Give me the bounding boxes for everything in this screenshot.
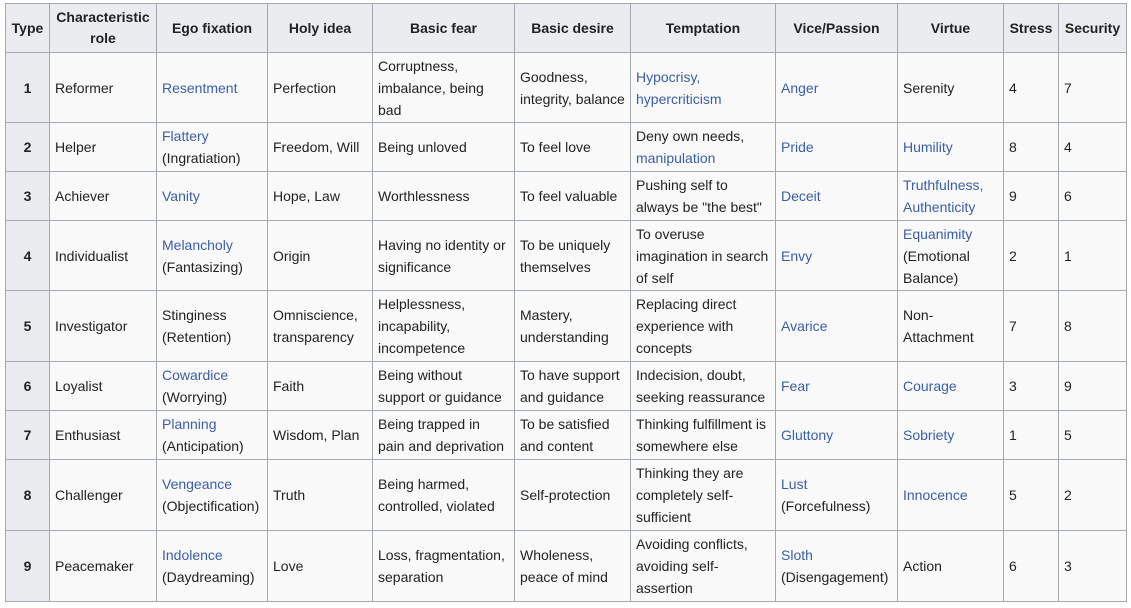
ego-fixation-cell-text: (Objectification) [162,498,260,514]
basic-desire-cell: To feel valuable [515,172,631,221]
stress-cell: 4 [1004,53,1059,123]
temptation-cell-text: Replacing direct experience with concepts [636,296,737,356]
temptation-cell [631,411,776,460]
ego-fixation-cell-text: Stinginess [162,307,227,323]
type-cell: 3 [6,172,50,221]
virtue-cell [898,460,1004,531]
temptation-cell-text: Deny own needs, [636,128,745,144]
vice-cell [776,172,898,221]
header-security: Security [1059,4,1127,53]
stress-cell: 8 [1004,123,1059,172]
vice-cell-link[interactable]: Lust [781,476,808,492]
vice-cell-link[interactable]: Avarice [781,318,828,334]
ego-fixation-cell [157,221,268,291]
basic-fear-cell: Loss, fragmentation, separation [373,531,515,602]
virtue-cell-text: Non-Attachment [903,307,974,345]
temptation-cell [631,362,776,411]
temptation-cell-text: Avoiding conflicts, avoiding self-assertion [636,536,748,596]
vice-cell-link[interactable]: Deceit [781,188,821,204]
holy-idea-cell: Freedom, Will [268,123,373,172]
temptation-cell-link[interactable]: Hypocrisy, hypercriticism [636,68,722,107]
table-row [6,53,1127,123]
virtue-cell [898,291,1004,362]
virtue-cell [898,531,1004,602]
ego-fixation-cell [157,172,268,221]
table-row [6,221,1127,291]
basic-fear-cell: Corruptness, imbalance, being bad [373,53,515,123]
ego-fixation-cell-link[interactable]: Flattery [162,128,209,144]
header-type: Type [6,4,50,53]
header-row [6,4,1127,53]
virtue-cell [898,362,1004,411]
temptation-cell [631,221,776,291]
table-row [6,172,1127,221]
header-holy: Holy idea [268,4,373,53]
table-row [6,291,1127,362]
holy-idea-cell: Truth [268,460,373,531]
role-cell: Investigator [50,291,157,362]
basic-desire-cell: Mastery, understanding [515,291,631,362]
header-temptation: Temptation [631,4,776,53]
ego-fixation-cell-text: (Anticipation) [162,438,244,454]
enneagram-table [5,3,1127,602]
vice-cell-text: (Forcefulness) [781,498,871,514]
stress-cell: 2 [1004,221,1059,291]
role-cell: Individualist [50,221,157,291]
table-body [6,53,1127,602]
holy-idea-cell: Origin [268,221,373,291]
security-cell: 1 [1059,221,1127,291]
stress-cell: 9 [1004,172,1059,221]
basic-desire-cell: To feel love [515,123,631,172]
ego-fixation-cell [157,362,268,411]
vice-cell-text: (Disengagement) [781,569,889,585]
security-cell: 4 [1059,123,1127,172]
header-ego: Ego fixation [157,4,268,53]
holy-idea-cell: Hope, Law [268,172,373,221]
security-cell: 6 [1059,172,1127,221]
ego-fixation-cell-link[interactable]: Melancholy [162,236,233,253]
vice-cell [776,531,898,602]
stress-cell: 7 [1004,291,1059,362]
ego-fixation-cell [157,531,268,602]
temptation-cell-text: Pushing self to always be "the best" [636,177,762,215]
virtue-cell [898,53,1004,123]
ego-fixation-cell-link[interactable]: Vengeance [162,476,233,492]
role-cell: Enthusiast [50,411,157,460]
type-cell: 6 [6,362,50,411]
role-cell: Helper [50,123,157,172]
header-stress: Stress [1004,4,1059,53]
basic-fear-cell: Being unloved [373,123,515,172]
holy-idea-cell: Omniscience, transparency [268,291,373,362]
basic-desire-cell: Wholeness, peace of mind [515,531,631,602]
basic-fear-cell: Worthlessness [373,172,515,221]
role-cell: Peacemaker [50,531,157,602]
header-role: Characteristic role [50,4,157,53]
temptation-cell [631,123,776,172]
ego-fixation-cell-text: (Fantasizing) [162,258,243,275]
vice-cell [776,53,898,123]
table-row [6,531,1127,602]
vice-cell-link[interactable]: Fear [781,378,810,394]
type-cell: 5 [6,291,50,362]
temptation-cell [631,460,776,531]
ego-fixation-cell-link[interactable]: Indolence [162,547,223,563]
virtue-cell-text: Serenity [903,79,955,96]
virtue-cell-link[interactable]: Equanimity [903,225,973,242]
vice-cell [776,460,898,531]
type-cell: 4 [6,221,50,291]
table-row [6,123,1127,172]
virtue-cell-link[interactable]: Truthfulness, Authenticity [903,177,984,215]
ego-fixation-cell-link[interactable]: Cowardice [162,367,229,383]
basic-desire-cell: To be uniquely themselves [515,221,631,291]
ego-fixation-cell [157,123,268,172]
header-desire: Basic desire [515,4,631,53]
header-vice: Vice/Passion [776,4,898,53]
security-cell: 2 [1059,460,1127,531]
vice-cell-link[interactable]: Gluttony [781,427,834,443]
virtue-cell [898,123,1004,172]
type-cell: 9 [6,531,50,602]
stress-cell: 3 [1004,362,1059,411]
stress-cell: 6 [1004,531,1059,602]
vice-cell [776,411,898,460]
temptation-cell-text: Thinking they are completely self-sufficient [636,465,744,525]
basic-desire-cell: To be satisfied and content [515,411,631,460]
temptation-cell [631,53,776,123]
temptation-cell-text: Indecision, doubt, seeking reassurance [636,367,766,405]
ego-fixation-cell-text: (Worrying) [162,389,228,405]
table-row [6,411,1127,460]
vice-cell [776,362,898,411]
stress-cell: 1 [1004,411,1059,460]
holy-idea-cell: Perfection [268,53,373,123]
security-cell: 9 [1059,362,1127,411]
type-cell: 7 [6,411,50,460]
basic-desire-cell: Goodness, integrity, balance [515,53,631,123]
basic-desire-cell: To have support and guidance [515,362,631,411]
role-cell: Loyalist [50,362,157,411]
basic-fear-cell: Helplessness, incapability, incompetence [373,291,515,362]
security-cell: 3 [1059,531,1127,602]
virtue-cell [898,221,1004,291]
basic-fear-cell: Being trapped in pain and deprivation [373,411,515,460]
vice-cell [776,291,898,362]
ego-fixation-cell-link[interactable]: Resentment [162,79,238,96]
ego-fixation-cell-link[interactable]: Planning [162,416,217,432]
temptation-cell-text: Thinking fulfillment is somewhere else [636,416,766,454]
basic-fear-cell: Having no identity or significance [373,221,515,291]
ego-fixation-cell [157,291,268,362]
table-row [6,460,1127,531]
holy-idea-cell: Wisdom, Plan [268,411,373,460]
ego-fixation-cell [157,53,268,123]
basic-desire-cell: Self-protection [515,460,631,531]
ego-fixation-cell-text: (Ingratiation) [162,150,241,166]
temptation-cell [631,291,776,362]
virtue-cell-link[interactable]: Courage [903,378,957,394]
ego-fixation-cell [157,460,268,531]
role-cell: Challenger [50,460,157,531]
vice-cell-link[interactable]: Sloth [781,547,813,563]
role-cell: Reformer [50,53,157,123]
virtue-cell [898,172,1004,221]
vice-cell-link[interactable]: Anger [781,79,819,96]
holy-idea-cell: Faith [268,362,373,411]
holy-idea-cell: Love [268,531,373,602]
ego-fixation-cell-text: (Daydreaming) [162,569,255,585]
vice-cell [776,221,898,291]
ego-fixation-cell [157,411,268,460]
header-fear: Basic fear [373,4,515,53]
temptation-cell [631,172,776,221]
security-cell: 5 [1059,411,1127,460]
temptation-cell-link[interactable]: manipulation [636,150,716,166]
security-cell: 7 [1059,53,1127,123]
ego-fixation-cell-link[interactable]: Vanity [162,188,200,204]
virtue-cell-link[interactable]: Sobriety [903,427,955,443]
temptation-cell-text: To overuse imagination in search of self [636,225,769,286]
virtue-cell-link[interactable]: Humility [903,139,953,155]
temptation-cell [631,531,776,602]
virtue-cell-link[interactable]: Innocence [903,487,968,503]
table-row [6,362,1127,411]
type-cell: 2 [6,123,50,172]
header-virtue: Virtue [898,4,1004,53]
vice-cell-link[interactable]: Pride [781,139,814,155]
stress-cell: 5 [1004,460,1059,531]
ego-fixation-cell-text: (Retention) [162,329,232,345]
basic-fear-cell: Being without support or guidance [373,362,515,411]
type-cell: 1 [6,53,50,123]
type-cell: 8 [6,460,50,531]
virtue-cell [898,411,1004,460]
virtue-cell-text: Action [903,558,942,574]
security-cell: 8 [1059,291,1127,362]
virtue-cell-text: (Emotional Balance) [903,247,970,286]
basic-fear-cell: Being harmed, controlled, violated [373,460,515,531]
role-cell: Achiever [50,172,157,221]
vice-cell-link[interactable]: Envy [781,247,813,264]
vice-cell [776,123,898,172]
